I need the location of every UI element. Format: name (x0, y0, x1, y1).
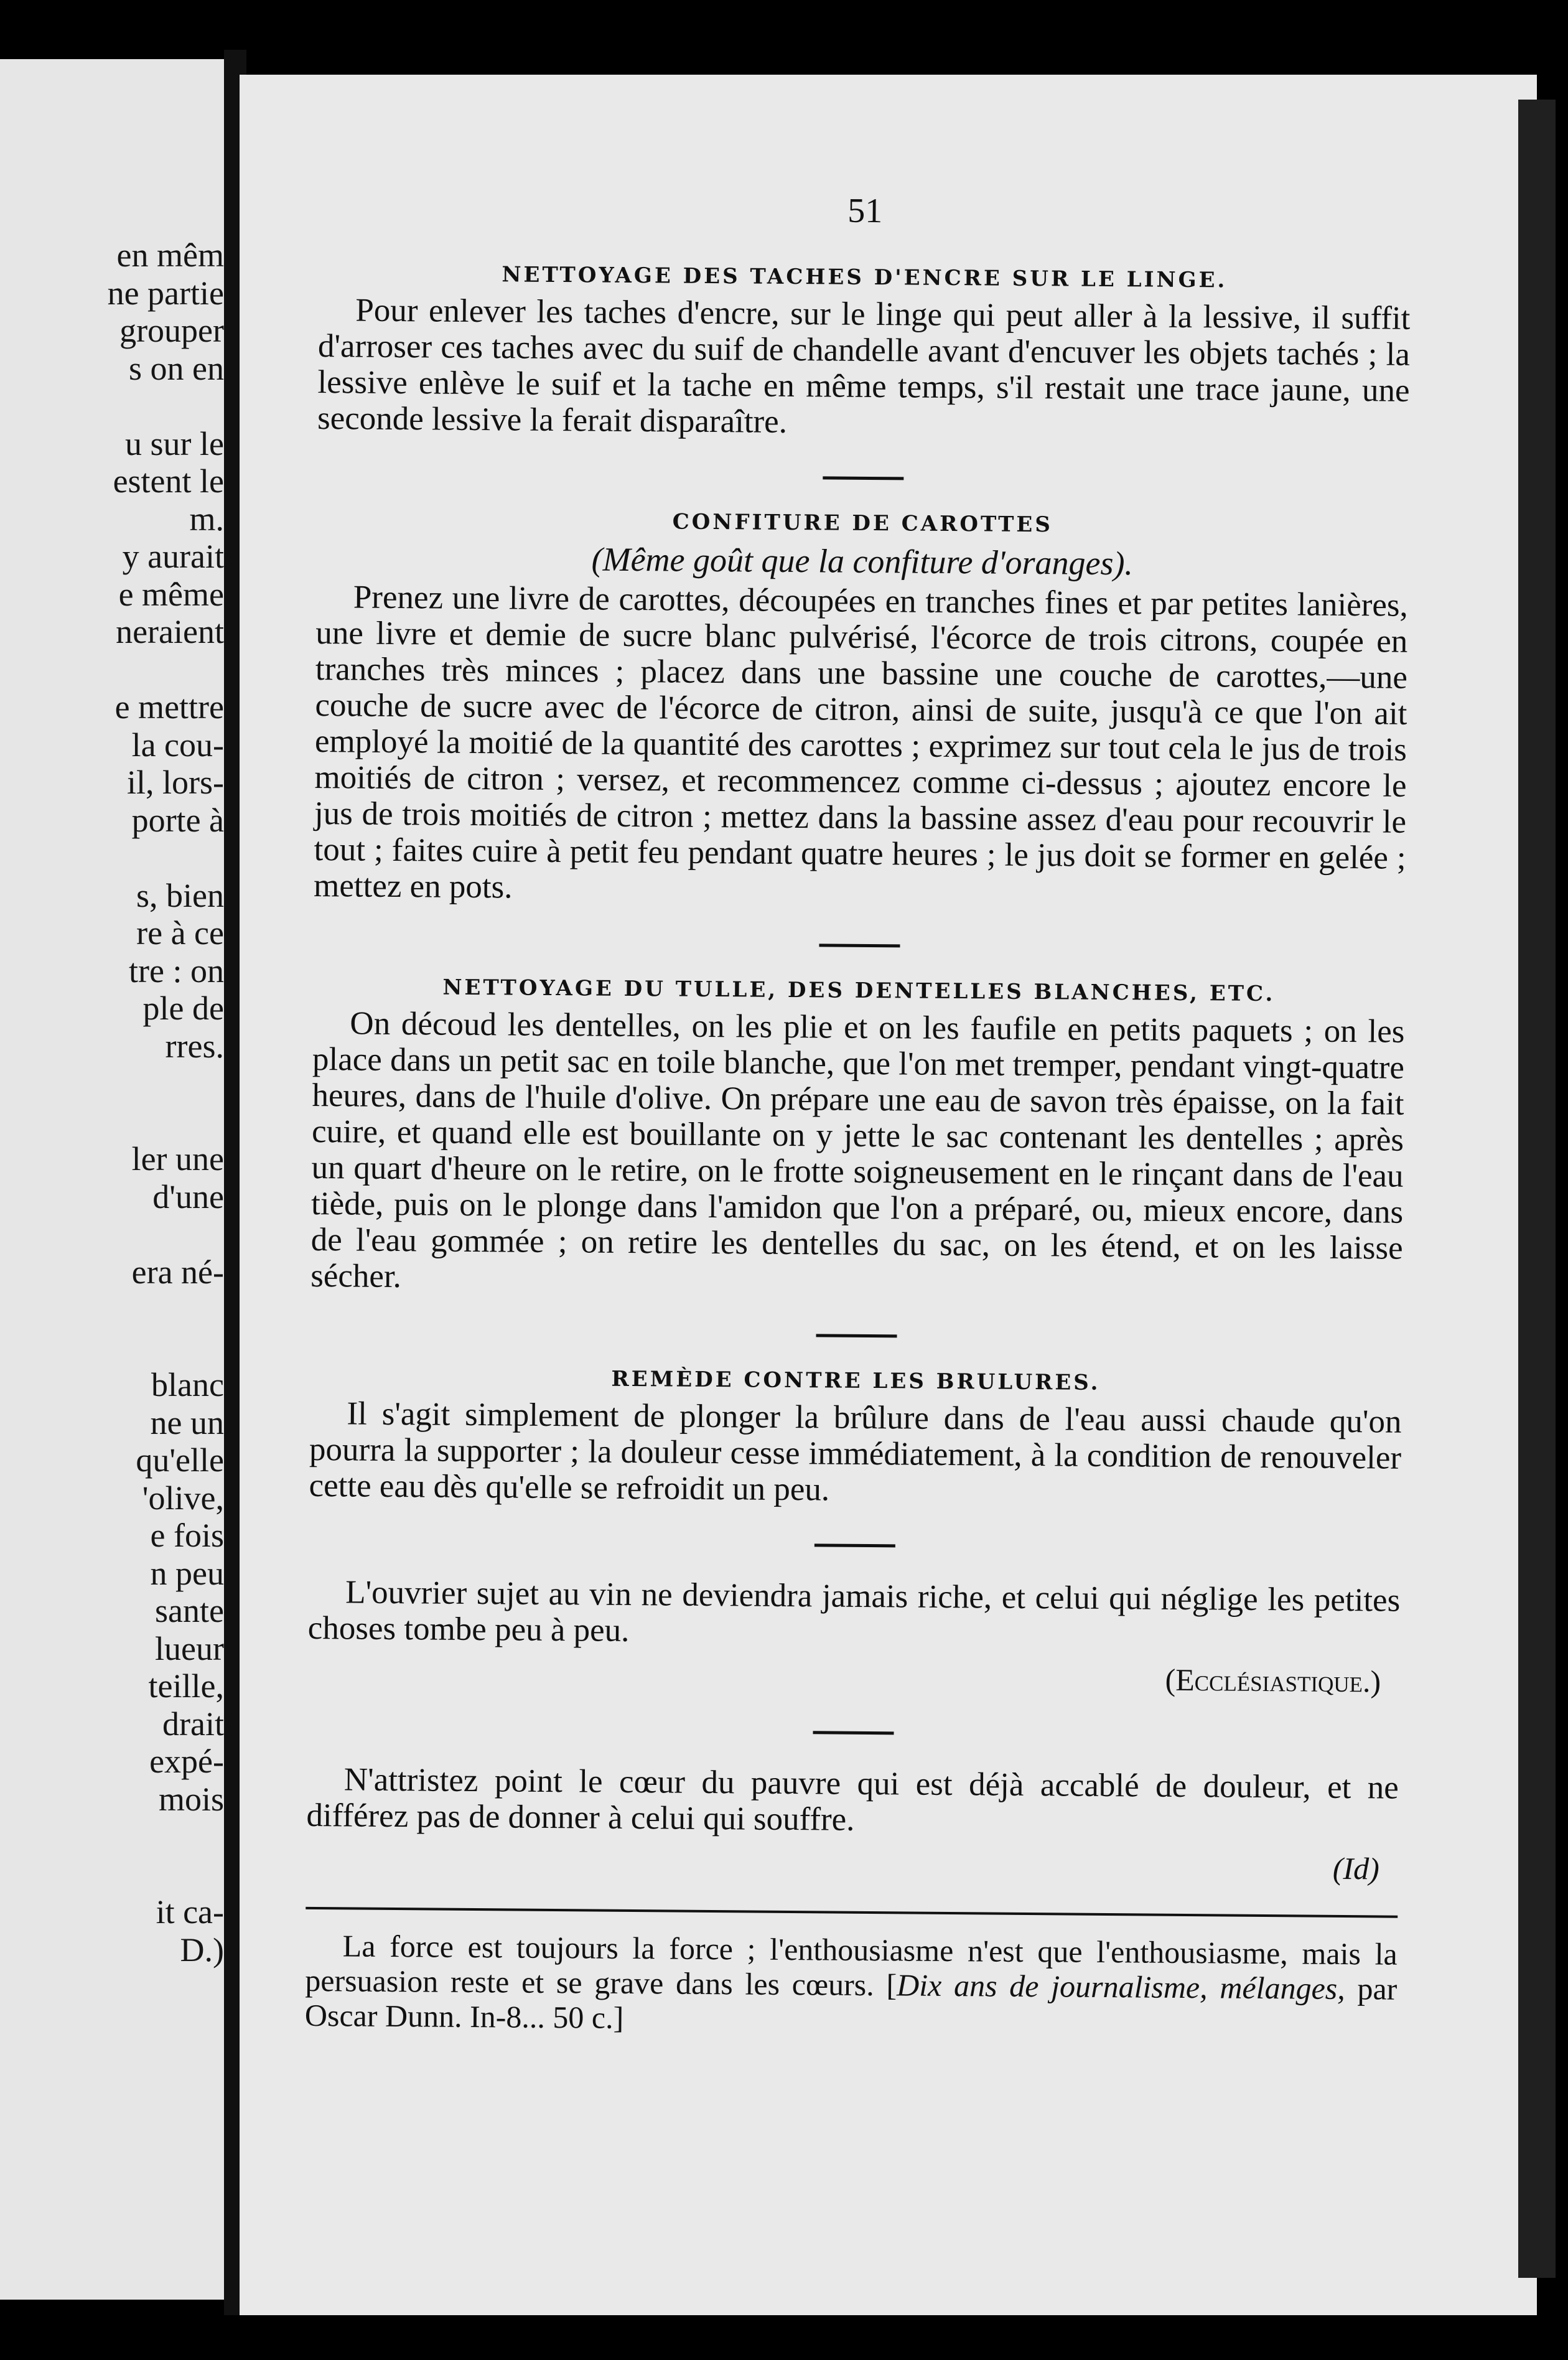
footer-book-author: par Oscar Dunn. In-8... 50 c. (304, 1971, 1398, 2035)
left-fragment-line: e même (118, 575, 224, 613)
left-fragment-line: it ca- (156, 1893, 224, 1931)
section-lace-cleaning (310, 974, 1405, 1303)
footer-bracket-open: [ (886, 1967, 897, 2003)
left-fragment-line: ler une (131, 1140, 224, 1178)
quote-id (306, 1761, 1399, 1887)
left-fragment-line: qu'elle (136, 1441, 224, 1479)
left-fragment-line: e fois (150, 1517, 224, 1554)
divider-rule (819, 944, 900, 947)
left-fragment-line: m. (189, 500, 224, 538)
quote-text: L'ouvrier sujet au vin ne deviendra jamais riche, et celui qui néglige les petites choses tombe peu à peu. (307, 1574, 1401, 1649)
left-fragment-line: y aurait (122, 538, 224, 575)
left-fragment-line: s, bien (136, 876, 224, 914)
page-number: 51 (847, 191, 883, 231)
quote-ecclesiastique (307, 1574, 1400, 1700)
section-burn-remedy (309, 1364, 1402, 1512)
left-fragment-line: 'olive, (142, 1479, 224, 1517)
left-fragment-line: estent le (113, 462, 224, 500)
left-fragment-line: la cou- (131, 726, 224, 764)
section-heading: REMÈDE CONTRE LES BRULURES. (611, 1366, 1101, 1395)
divider-rule (813, 1731, 894, 1735)
left-fragment-line: grouper (119, 312, 224, 349)
left-fragment-line: rres. (165, 1027, 224, 1065)
footer-rule (306, 1907, 1398, 1918)
left-fragment-line: expé- (149, 1743, 224, 1780)
quote-attribution: (Ecclésiastique.) (1165, 1662, 1381, 1699)
section-subheading: (Même goût que la confiture d'oranges). (591, 540, 1134, 583)
footer-advertisement (305, 1928, 1398, 2041)
left-fragment-line: drait (162, 1705, 224, 1743)
left-fragment-line: en mêm (116, 236, 224, 274)
left-fragment-line: porte à (131, 801, 224, 839)
section-carrot-jam (314, 507, 1409, 912)
section-heading: CONFITURE DE CAROTTES (672, 509, 1053, 538)
section-text: Pour enlever les taches d'encre, sur le linge qui peut aller à la lessive, il suffit d'arroser ces taches avec du suif de chandelle avant d'encuver les objets tachés ; la lessive enlève le suif et la tache en même temps, s'il restait une trace jaune, une seconde lessive la ferait disparaître. (317, 292, 1411, 440)
page-content (305, 187, 1411, 2041)
quote-attribution: (Id) (1332, 1850, 1380, 1886)
footer-bracket-close: ] (613, 2000, 624, 2035)
divider-rule (823, 476, 903, 480)
divider-rule (814, 1543, 895, 1547)
left-fragment-line: u sur le (125, 424, 224, 462)
left-page-fragment (0, 59, 236, 2300)
left-fragment-line: tre : on (129, 952, 224, 990)
left-fragment-line: ne partie (107, 274, 224, 312)
left-fragment-line: mois (158, 1780, 224, 1818)
right-page (240, 75, 1537, 2315)
left-fragment-line: neraient (116, 613, 224, 650)
footer-text: La force est toujours la force ; l'enthousiasme n'est que l'enthousiasme, mais la persuasion reste et se grave dans les cœurs. (305, 1928, 1398, 2003)
left-fragment-line: il, lors- (127, 764, 224, 801)
left-fragment-line: ple de (142, 990, 224, 1027)
left-fragment-line: D.) (180, 1931, 224, 1969)
divider-rule (816, 1334, 897, 1337)
section-text: Il s'agit simplement de plonger la brûlure dans de l'eau aussi chaude qu'on pourra la supporter ; la douleur cesse immédiatement, à la condition de renouveler cette eau dès qu'elle se refroidit un peu. (309, 1395, 1402, 1508)
left-fragment-line: e mettre (114, 688, 224, 726)
page-edge (1518, 100, 1556, 2278)
left-fragment-line: re à ce (136, 914, 224, 952)
section-text: Prenez une livre de carottes, découpées en tranches fines et par petites lanières, une livre et demie de sucre blanc pulvérisé, l'écorce de trois citrons, coupée en tranches très minces ; placez dans une bassine une couche de carottes,—une couche de sucre avec de l'écorce de citron, ainsi de suite, jusqu'à ce que l'on ait employé la moitié de la quantité des carottes ; exprimez sur tout cela le jus de trois moitiés de citron ; versez, et recommencez comme ci-dessus ; ajoutez encore le jus de trois moitiés de citron ; mettez dans la bassine assez d'eau pour recouvrir le tout ; faites cuire à petit feu pendant quatre heures ; le jus doit se former en gelée ; mettez en pots. (313, 579, 1408, 906)
section-text: On découd les dentelles, on les plie et on les faufile en petits paquets ; on les place dans un petit sac en toile blanche, que l'on met tremper, pendant vingt-quatre heures, dans de l'huile d'olive. On prépare une eau de savon très épaisse, on la fait cuire, et quand elle est bouillante on y jette le sac contenant les dentelles ; après un quart d'heure on le retire, on le frotte soigneusement en le rinçant dans de l'eau tiède, puis on le plonge dans l'amidon que l'on a préparé, ou, mieux encore, dans de l'eau gommée ; on retire les dentelles du sac, on les étend, et on les laisse sécher. (310, 1005, 1405, 1295)
section-heading: NETTOYAGE DU TULLE, DES DENTELLES BLANCHES, ETC. (442, 975, 1276, 1007)
left-fragment-line: ne un (150, 1403, 224, 1441)
left-fragment-line: s on en (129, 349, 224, 387)
left-fragment-line: lueur (155, 1629, 224, 1667)
left-fragment-line: sante (155, 1592, 224, 1629)
left-fragment-line: teille, (148, 1667, 224, 1705)
left-fragment-line: d'une (152, 1178, 224, 1215)
left-fragment-line: era né- (131, 1253, 224, 1291)
section-ink-stains (317, 261, 1411, 445)
section-heading: NETTOYAGE DES TACHES D'ENCRE SUR LE LINGE. (502, 262, 1228, 293)
footer-book-title: Dix ans de journalisme, mélanges, (896, 1967, 1345, 2006)
left-fragment-line: n peu (150, 1554, 224, 1592)
left-fragment-line: blanc (151, 1366, 224, 1403)
quote-text: N'attristez point le cœur du pauvre qui est déjà accablé de douleur, et ne différez pas de donner à celui qui souffre. (306, 1761, 1399, 1838)
